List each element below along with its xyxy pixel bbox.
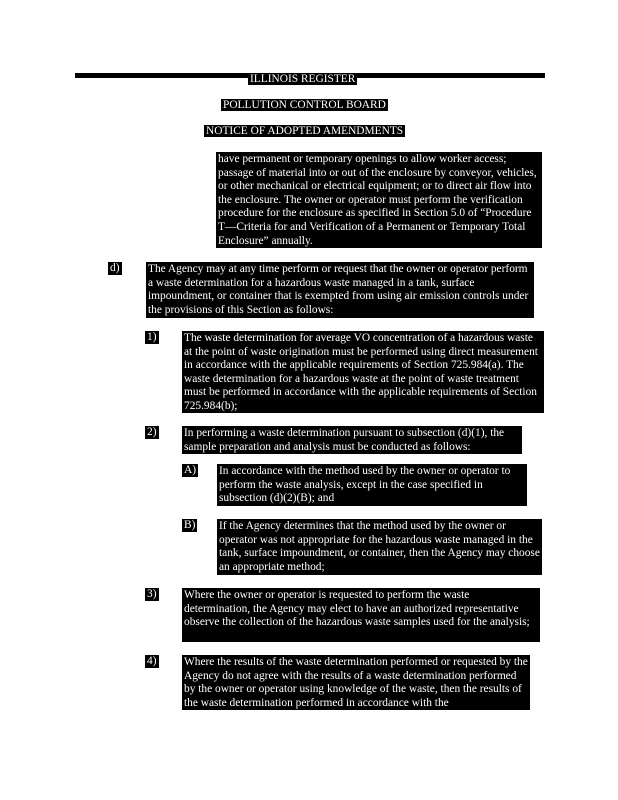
- board-title: POLLUTION CONTROL BOARD: [223, 99, 386, 111]
- label-d1: 1): [147, 331, 157, 343]
- paragraph-d1: The waste determination for average VO concentration of a hazardous waste at the point of waste origination must be performed using direct measurement in accordance with the applicable requirements of Section 725.984(a). The waste determination for a hazardous waste at the point of waste treatment must be performed in accordance with the applicable requirements of Section 725.984(b);: [182, 331, 544, 413]
- label-d2B: B): [184, 519, 196, 531]
- paragraph-d: The Agency may at any time perform or request that the owner or operator perform a waste determination for a hazardous waste managed in a tank, surface impoundment, or container that is exempted from using air emission controls under the provisions of this Section as follows:: [146, 262, 534, 318]
- paragraph-d4: Where the results of the waste determination performed or requested by the Agency do not agree with the results of a waste determination performed by the owner or operator using knowledge of the waste, then the results of the waste determination performed in accordance with the: [182, 655, 530, 710]
- paragraph-d2B: If the Agency determines that the method used by the owner or operator was not appropriate for the hazardous waste managed in the tank, surface impoundment, or container, then the Agency may choose an appropriate method;: [217, 519, 542, 575]
- label-d2A: A): [184, 464, 197, 476]
- paragraph-d2A: In accordance with the method used by the owner or operator to perform the waste analysis, except in the case specified in subsection (d)(2)(B); and: [217, 464, 527, 506]
- continuation-paragraph: have permanent or temporary openings to allow worker access; passage of material into or out of the enclosure by conveyor, vehicles, or other mechanical or electrical equipment; or to direct air flow into the enclosure. The owner or operator must perform the verification procedure for the enclosure as specified in Section 5.0 of “Procedure T—Criteria for and Verification of a Permanent or Temporary Total Enclosure” annually.: [216, 152, 542, 248]
- label-d: d): [110, 262, 120, 274]
- register-title: ILLINOIS REGISTER: [250, 73, 356, 85]
- label-d4: 4): [147, 655, 157, 667]
- paragraph-d3: Where the owner or operator is requested to perform the waste determination, the Agency may elect to have an authorized representative observe the collection of the hazardous waste samples used for the analysis;: [182, 588, 540, 642]
- label-d3: 3): [147, 588, 157, 600]
- label-d2: 2): [147, 426, 157, 438]
- notice-title: NOTICE OF ADOPTED AMENDMENTS: [206, 125, 404, 137]
- paragraph-d2: In performing a waste determination pursuant to subsection (d)(1), the sample preparation and analysis must be conducted as follows:: [182, 426, 522, 454]
